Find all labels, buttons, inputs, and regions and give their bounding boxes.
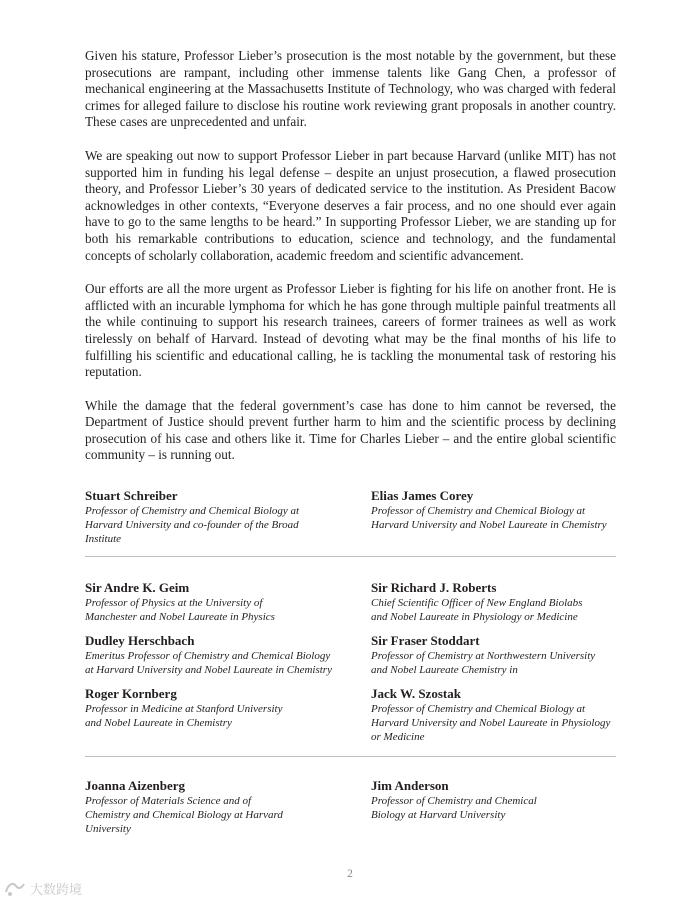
signatory-title: Professor of Materials Science and of Chemistry and Chemical Biology at Harvard University <box>85 795 283 835</box>
signature-row <box>85 580 616 624</box>
signature-group-3 <box>85 778 616 836</box>
signatory-name: Elias James Corey <box>371 488 474 503</box>
paragraph: While the damage that the federal government’s case has done to him cannot be reversed, the Department of Justice should prevent further harm to him and the scientific process by declining prosecution of his case and others like it. Time for Charles Lieber – and the entire global scientific community – is running out. <box>85 397 616 463</box>
letter-body <box>85 48 616 481</box>
signatory-name: Stuart Schreiber <box>85 488 178 503</box>
signatory <box>85 633 371 677</box>
signatory-name: Jim Anderson <box>371 778 449 793</box>
section-divider <box>85 556 616 557</box>
signatory <box>371 686 616 744</box>
signatory <box>85 580 371 624</box>
signature-group-2 <box>85 580 616 744</box>
signature-row <box>85 686 616 744</box>
paragraph: Our efforts are all the more urgent as Professor Lieber is fighting for his life on another front. He is afflicted with an incurable lymphoma for which he has gone through multiple painful treatments all the while continuing to support his research trainees, careers of former trainees as well as work tirelessly on behalf of Harvard. Instead of devoting what may be the final months of his life to fulfilling his scientific and educational calling, he is tackling the monumental task of restoring his reputation. <box>85 281 616 380</box>
signatory-name: Jack W. Szostak <box>371 686 461 701</box>
signatory-name: Dudley Herschbach <box>85 633 195 648</box>
signatory <box>85 686 371 744</box>
signatory <box>371 633 616 677</box>
signatory-name: Roger Kornberg <box>85 686 177 701</box>
signatory-name: Joanna Aizenberg <box>85 778 186 793</box>
paragraph: Given his stature, Professor Lieber’s prosecution is the most notable by the government, but these prosecutions are rampant, including other immense talents like Gang Chen, a professor of mechanical engineering at the Massachusetts Institute of Technology, who was charged with federal crimes for alleged failure to disclose his routine work reviewing grant proposals in another country. These cases are unprecedented and unfair. <box>85 48 616 130</box>
signatory-title: Professor in Medicine at Stanford University and Nobel Laureate in Chemistry <box>85 703 283 729</box>
signatory <box>371 580 616 624</box>
signatory-title: Professor of Chemistry and Chemical Biology at Harvard University <box>371 795 537 821</box>
signatory-title: Chief Scientific Officer of New England Biolabs and Nobel Laureate in Physiology or Medicine <box>371 597 583 623</box>
watermark-logo-icon <box>4 880 26 898</box>
signatory <box>85 778 371 836</box>
watermark-text: 大数跨境 <box>30 883 83 898</box>
signatory-title: Professor of Physics at the University of Manchester and Nobel Laureate in Physics <box>85 597 275 623</box>
page-number: 2 <box>347 868 353 880</box>
signatory-title: Professor of Chemistry and Chemical Biology at Harvard University and Nobel Laureate in Physiology or Medicine <box>371 703 611 743</box>
signatory-name: Sir Richard J. Roberts <box>371 580 497 595</box>
signature-group-1 <box>85 488 616 546</box>
signature-row <box>85 633 616 677</box>
signatory <box>371 778 616 836</box>
signatory <box>85 488 371 546</box>
watermark <box>4 879 82 898</box>
signature-row <box>85 488 616 546</box>
paragraph: We are speaking out now to support Professor Lieber in part because Harvard (unlike MIT) has not supported him in funding his legal defense – despite an unjust prosecution, a flawed prosecution theory, and Professor Lieber’s 30 years of dedicated service to the institution. As President Bacow acknowledges in other contexts, “Everyone deserves a fair process, and no one should ever again have to go to the same lengths to be heard.” In supporting Professor Lieber, we are standing up for both his remarkable contributions to education, science and technology, and the fundamental concepts of scholarly collaboration, academic freedom and scientific advancement. <box>85 147 616 263</box>
signatory-title: Professor of Chemistry and Chemical Biology at Harvard University and Nobel Laureate in Chemistry <box>371 505 607 531</box>
signatory-title: Professor of Chemistry and Chemical Biology at Harvard University and co-founder of the Broad Institute <box>85 505 300 545</box>
signatory-name: Sir Andre K. Geim <box>85 580 190 595</box>
signatory-title: Professor of Chemistry at Northwestern University and Nobel Laureate Chemistry in <box>371 650 596 676</box>
signatory-name: Sir Fraser Stoddart <box>371 633 480 648</box>
section-divider <box>85 756 616 757</box>
signature-row <box>85 778 616 836</box>
signatory-title: Emeritus Professor of Chemistry and Chemical Biology at Harvard University and Nobel Laureate in Chemistry <box>85 650 332 676</box>
signatory <box>371 488 616 546</box>
